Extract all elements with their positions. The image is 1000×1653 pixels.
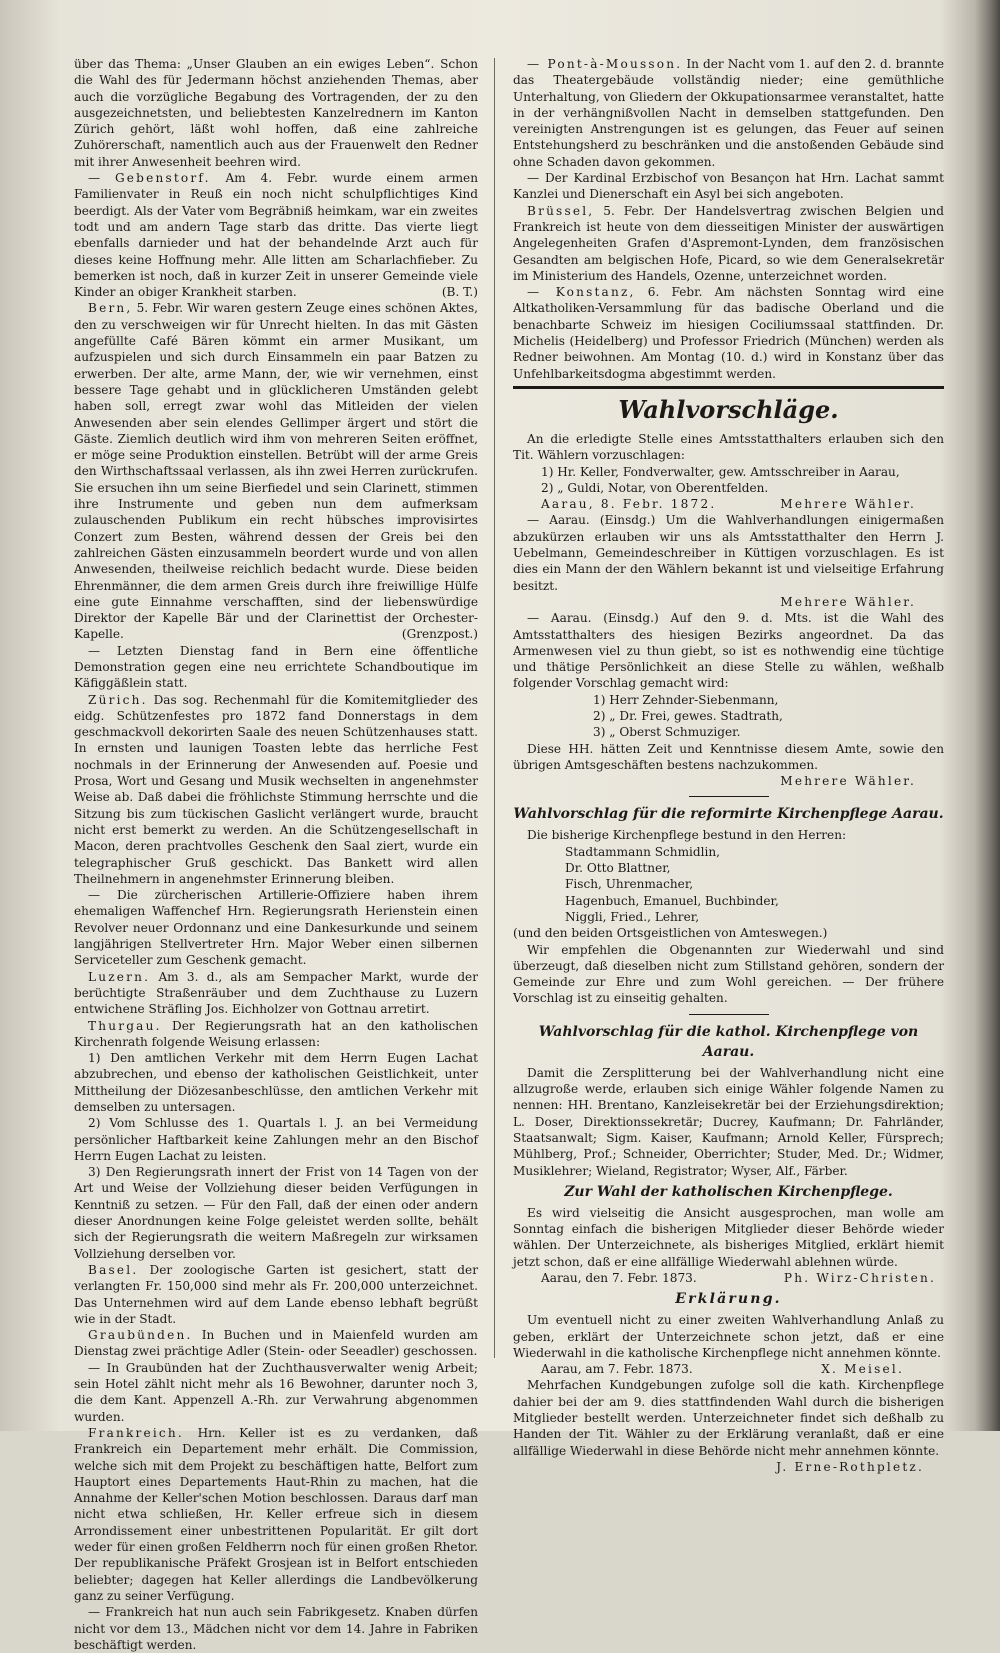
wahl-3-signature: Mehrere Wähler. bbox=[780, 774, 916, 789]
article-frankreich: Frankreich. Hrn. Keller ist es zu verdanken, daß Frankreich ein Departement mehr erhält. Die Commission, welche sich mit dem Projekt zu beschäftigen hatte, Belfort zum Hauptort eines Departements Haut-Rhin zu machen, hat die Annahme der Keller'schen Motion beschlossen. Daraus darf man nicht etwa schließen, Hr. Keller erfreue sich in diesem Arrondissement einer unbestrittenen Popularität. Er gilt dort weder für einen großen Feldherrn noch für einen großen Rhetor. Der republikanische Präfekt Grosjean ist in Belfort entschieden beliebter; dagegen hat Keller allerdings die Landbevölkerung ganz zu seiner Verfügung. bbox=[74, 1425, 478, 1603]
reformed-member: Fisch, Uhrenmacher, bbox=[565, 877, 694, 892]
meisel-statement: Um eventuell nicht zu einer zweiten Wahlverhandlung Anlaß zu geben, erklärt der Unterzeichnete schon jetzt, daß er eine Wiederwahl in die katholische Kirchenpflege nicht annehmen könnte. bbox=[513, 1313, 944, 1360]
reformed-note: (und den beiden Ortsgeistlichen von Amteswegen.) bbox=[513, 926, 828, 941]
article-fabrikgesetz: — Frankreich hat nun auch sein Fabrikgesetz. Knaben dürfen nicht vor dem 13., Mädchen nicht vor dem 14. Jahre in Fabriken beschäftigt werden. bbox=[74, 1605, 478, 1652]
catholic-church-heading: Wahlvorschlag für die kathol. Kirchenpflege von Aarau. bbox=[538, 1023, 919, 1060]
wahl-3-text: — Aarau. (Einsdg.) Auf den 9. d. Mts. ist die Wahl des Amtsstatthalters des hiesigen Bezirks angeordnet. Da das Armenwesen viel zu thun giebt, so ist es nothwendig eine tüchtige und thätige Persönlichkeit an diese Stelle zu wählen, weßhalb folgender Vorschlag gemacht wird: bbox=[513, 611, 944, 691]
wahl-3-closing: Diese HH. hätten Zeit und Kenntnisse diesem Amte, sowie den übrigen Amtsgeschäften bestens nachzukommen. bbox=[513, 741, 944, 772]
wirz-signature: Aarau, den 7. Febr. 1873. Ph. Wirz-Christen. bbox=[541, 1271, 936, 1285]
catholic-candidates: Damit die Zersplitterung bei der Wahlverhandlung nicht eine allzugroße werde, erlauben sich einige Wähler folgende Namen zu nennen: HH. Brentano, Kanzleisekretär bei der Erziehungsdirektion; L. Doser, Direktionssekretär; Ducrey, Kaufmann; Dr. Fahrländer, Staatsanwalt; Sigm. Kaiser, Kaufmann; Arnold Keller, Fürsprech; Mühlberg, Prof.; Schneider, Oberrichter; Studer, Med. Dr.; Widmer, Musiklehrer; Wieland, Registrator; Wyser, Alf., Färber. bbox=[513, 1065, 944, 1178]
article-gebenstorf: — Gebenstorf. Am 4. Febr. wurde einem armen Familienvater in Reuß ein noch nicht schulpflichtiges Kind beerdigt. Als der Vater vom Begräbniß heimkam, war ein zweites todt und am andern Tage starb das dritte. Das vierte liegt ebenfalls darnieder und hat der behandelnde Arzt auch für dieses keine Hoffnung mehr. Alle litten am Scharlachfieber. Zu bemerken ist noch, daß in kurzer Zeit in unserer Gemeinde viele Kinder an obiger Krankheit starben. (B. T.) bbox=[74, 171, 478, 300]
wahl-3-candidate-1: 1) Herr Zehnder-Siebenmann, bbox=[593, 692, 779, 707]
wahlvorschlaege-heading: Wahlvorschläge. bbox=[618, 394, 839, 424]
wahl-3-candidate-3: 3) „ Oberst Schmuziger. bbox=[593, 725, 741, 740]
section-rule bbox=[513, 386, 944, 389]
article-luzern: Luzern. Am 3. d., als am Sempacher Markt, wurde der berüchtigte Straßenräuber und dem Zuchthause zu Luzern entwichene Sträfling Jos. Eichholzer von Gottnau arretirt. bbox=[74, 969, 478, 1017]
right-column bbox=[513, 56, 944, 1475]
article-bern: Bern, 5. Febr. Wir waren gestern Zeuge eines schönen Aktes, den zu verschweigen wir für Unrecht hielten. In das mit Gästen angefüllte Café Bären kömmt ein armer Musikant, um aufzuspielen und sich durch Einsammeln ein paar Batzen zu erwerben. Der alte, arme Mann, der, wie wir vernehmen, einst bessere Tage gehabt und in glücklicheren Umständen gelebt haben soll, erregt zwar wohl das Mitleiden der vielen Anwesenden aber sein elendes Gellimper ärgert und stört die Gäste. Ziemlich deutlich wird ihm von mehreren Seiten eröffnet, er möge seine Produktion einstellen. Betrübt will der arme Greis den Wirthschaftssaal verlassen, als ihn zwei Herren zurückrufen. Sie ersuchen ihn um seine Bierfiedel und sein Clarinett, stimmen ihre Instrumente und geben nun dem aufmerksam zulauschenden Publikum ein recht hübsches improvisirtes Conzert zum Besten, während dessen der Greis bei den zahlreichen Gästen einzusammeln beordert wurde und von allen Anwesenden, theilweise reichlich bedacht wurde. Diese beiden Ehrenmänner, die dem armen Greis durch ihre freiwillige Hülfe eine gute Einnahme verschafften, sind der liebenswürdige Direktor der Kapelle Bär und der Clarinettist der Orchester-Kapelle. (Grenzpost.) bbox=[74, 301, 478, 642]
separator-rule bbox=[689, 796, 769, 797]
erklaerung-heading: Erklärung. bbox=[675, 1291, 782, 1308]
reformed-member: Stadtammann Schmidlin, bbox=[565, 844, 721, 859]
reformed-intro: Die bisherige Kirchenpflege bestund in den Herren: bbox=[527, 828, 847, 843]
erne-signature: J. Erne-Rothpletz. bbox=[776, 1459, 924, 1474]
left-column bbox=[74, 56, 478, 1653]
article-graubuenden: Graubünden. In Buchen und in Maienfeld wurden am Dienstag zwei prächtige Adler (Stein- oder Seeadler) geschossen. bbox=[74, 1328, 478, 1359]
wahl-3-candidate-2: 2) „ Dr. Frei, gewes. Stadtrath, bbox=[593, 708, 783, 723]
wahl-1-candidate-2: 2) „ Guldi, Notar, von Oberentfelden. bbox=[541, 480, 769, 495]
article-bern-demonstration: — Letzten Dienstag fand in Bern eine öffentliche Demonstration gegen eine neu errichtete Schandboutique im Käfiggäßlein statt. bbox=[74, 643, 478, 691]
reformed-member: Hagenbuch, Emanuel, Buchbinder, bbox=[565, 893, 779, 908]
wahl-1-intro: An die erledigte Stelle eines Amtsstatthalters erlauben sich den Tit. Wählern vorzuschlagen: bbox=[513, 431, 944, 463]
meisel-signature: Aarau, am 7. Febr. 1873. X. Meisel. bbox=[541, 1362, 904, 1377]
article-pont-a-mousson: — Pont-à-Mousson. In der Nacht vom 1. auf den 2. d. brannte das Theatergebäude vollständig nieder; eine gemüthliche Unterhaltung, von Gliedern der Okkupationsarmee veranstaltet, hatte in der verhängnißvollen Nacht in demselben stattgefunden. Den vereinigten Anstrengungen ist es gelungen, das Feuer auf seinen Entstehungsherd zu beschränken und die anstoßenden Gebäude sind ohne Schaden davon gekommen. bbox=[513, 57, 945, 169]
reformed-member: Niggli, Fried., Lehrer, bbox=[565, 909, 700, 924]
article-zuerich: Zürich. Das sog. Rechenmahl für die Komitemitglieder des eidg. Schützenfestes pro 1872 fand Donnerstags in dem geschmackvoll dekorirten Saale des neuen Schützenhauses statt. In ernsten und launigen Toasten lebte das herrliche Fest nochmals in der Erinnerung der Anwesenden auf. Poesie und Prosa, Wort und Gesang und Musik wechselten in angenehmster Weise ab. Daß dabei die fröhlichste Stimmung herrschte und die Sitzung bis zum tückischen Gaslicht verlängert wurde, braucht nicht erst bemerkt zu werden. An die Schützengesellschaft in Macon, deren prachtvolles Geschenk den Saal ziert, wurde ein telegraphischer Gruß geschickt. Das Bankett wird allen Theilnehmern in angenehmster Erinnerung bleiben. bbox=[74, 692, 478, 886]
separator-rule bbox=[689, 1014, 769, 1015]
reformed-member: Dr. Otto Blattner, bbox=[565, 861, 671, 876]
article-thurgau: Thurgau. Der Regierungsrath hat an den katholischen Kirchenrath folgende Weisung erlassen: bbox=[74, 1018, 478, 1049]
article-besancon: — Der Kardinal Erzbischof von Besançon hat Hrn. Lachat sammt Kanzlei und Dienerschaft ein Asyl bei sich angeboten. bbox=[513, 171, 944, 202]
erne-statement: Mehrfachen Kundgebungen zufolge soll die kath. Kirchenpflege dahier bei der am 9. dies stattfindenden Wahl durch die bisherigen Mitglieder bestellt werden. Unterzeichneter findet sich deßhalb zu Handen der Tit. Wähler zu der Erklärung veranlaßt, daß er eine allfällige Wiederwahl in diese Behörde nicht mehr annehmen könnte. bbox=[513, 1378, 944, 1458]
wahl-1-signature: Aarau, 8. Febr. 1872. Mehrere Wähler. bbox=[541, 497, 916, 512]
reformed-church-heading: Wahlvorschlag für die reformirte Kirchenpflege Aarau. bbox=[513, 806, 944, 823]
thurgau-point-2: 2) Vom Schlusse des 1. Quartals l. J. an bei Vermeidung persönlicher Haftbarkeit keine Zahlungen mehr an den Bischof Herrn Eugen Lachat zu leisten. bbox=[74, 1116, 478, 1163]
thurgau-point-1: 1) Den amtlichen Verkehr mit dem Herrn Eugen Lachat abzubrechen, und ebenso der katholischen Geistlichkeit, unter Mittheilung der Diözesanbeschlüsse, den amtlichen Verkehr mit demselben zu untersagen. bbox=[74, 1051, 478, 1114]
article-graubuenden-prison: — In Graubünden hat der Zuchthausverwalter wenig Arbeit; sein Hotel zählt nicht mehr als 16 Bewohner, darunter noch 3, die dem Kant. Appenzell A.-Rh. zur Verwahrung abgenommen wurden. bbox=[74, 1360, 478, 1424]
article-artillerie: — Die zürcherischen Artillerie-Offiziere haben ihrem ehemaligen Waffenchef Hrn. Regierungsrath Herienstein einen Revolver neuer Ordonnanz und eine Dankesurkunde und seinem langjährigen Stellvertreter Hrn. Major Weber einen silbernen Serviceteller zum Geschenk gemacht. bbox=[74, 888, 478, 968]
article-sermon-lecture: über das Thema: „Unser Glauben an ein ewiges Leben“. Schon die Wahl des für Jedermann höchst anziehenden Themas, aber auch die vorzügliche Begabung des Vortragenden, der zu den ausgezeichnetsten, und beliebtesten Kanzelrednern im Kanton Zürich gehört, läßt wohl hoffen, daß eine zahlreiche Zuhörerschaft, namentlich auch aus der Frauenwelt den Redner mit ihrer Anwesenheit beehren wird. bbox=[74, 57, 478, 169]
article-konstanz: — Konstanz, 6. Febr. Am nächsten Sonntag wird eine Altkatholiken-Versammlung für das badische Oberland und die benachbarte Schweiz im hiesigen Cociliumssaal stattfinden. Dr. Michelis (Heidelberg) und Professor Friedrich (München) werden als Redner beiwohnen. Am Montag (10. d.) wird in Konstanz über das Unfehlbarkeitsdogma abgestimmt werden. bbox=[513, 285, 944, 381]
reformed-recommendation: Wir empfehlen die Obgenannten zur Wiederwahl und sind überzeugt, daß dieselben nicht zum Stillstand gehören, sondern der Gemeinde zur Ehre und zum Wohl gereichen. — Der frühere Vorschlag ist zu einseitig gehalten. bbox=[513, 942, 944, 1006]
column-divider bbox=[494, 58, 495, 1358]
catholic-election-heading: Zur Wahl der katholischen Kirchenpflege. bbox=[564, 1183, 893, 1200]
wahl-2-signature: Mehrere Wähler. bbox=[780, 594, 916, 609]
article-basel: Basel. Der zoologische Garten ist gesichert, statt der verlangten Fr. 150,000 sind mehr als Fr. 200,000 unterzeichnet. Das Unternehmen wird auf dem Lande ebenso lebhaft begrüßt wie in der Stadt. bbox=[74, 1262, 478, 1326]
wirz-statement: Es wird vielseitig die Ansicht ausgesprochen, man wolle am Sonntag einfach die bisherigen Mitglieder dieser Behörde wieder wählen. Der Unterzeichnete, als bisheriges Mitglied, erklärt hiemit jetzt schon, daß er eine allfällige Wiederwahl ablehnen würde. bbox=[513, 1205, 944, 1269]
article-bruessel: Brüssel, 5. Febr. Der Handelsvertrag zwischen Belgien und Frankreich ist heute von dem diesseitigen Minister der auswärtigen Angelegenheiten Grafen d'Aspremont-Lynden, dem französischen Gesandten am belgischen Hofe, Picard, so wie dem Generalsekretär im Ministerium des Handels, Ozenne, unterzeichnet worden. bbox=[513, 203, 944, 283]
thurgau-point-3: 3) Den Regierungsrath innert der Frist von 14 Tagen von der Art und Weise der Vollziehung dieser beiden Verfügungen in Kenntniß zu setzen. — Für den Fall, daß der einen oder andern dieser Anordnungen keine Folge geleistet werden sollte, behält sich der Regierungsrath die weitern Maßregeln zur wirksamen Vollziehung derselben vor. bbox=[74, 1165, 478, 1261]
wahl-1-candidate-1: 1) Hr. Keller, Fondverwalter, gew. Amtsschreiber in Aarau, bbox=[541, 464, 900, 479]
wahl-2-text: — Aarau. (Einsdg.) Um die Wahlverhandlungen einigermaßen abzukürzen erlauben wir uns als Amtsstatthalter den Herrn J. Uebelmann, Gemeindeschreiber in Küttigen vorzuschlagen. Es ist dies ein Mann der den Wählern bekannt ist und vielseitige Erfahrung besitzt. bbox=[513, 513, 944, 593]
